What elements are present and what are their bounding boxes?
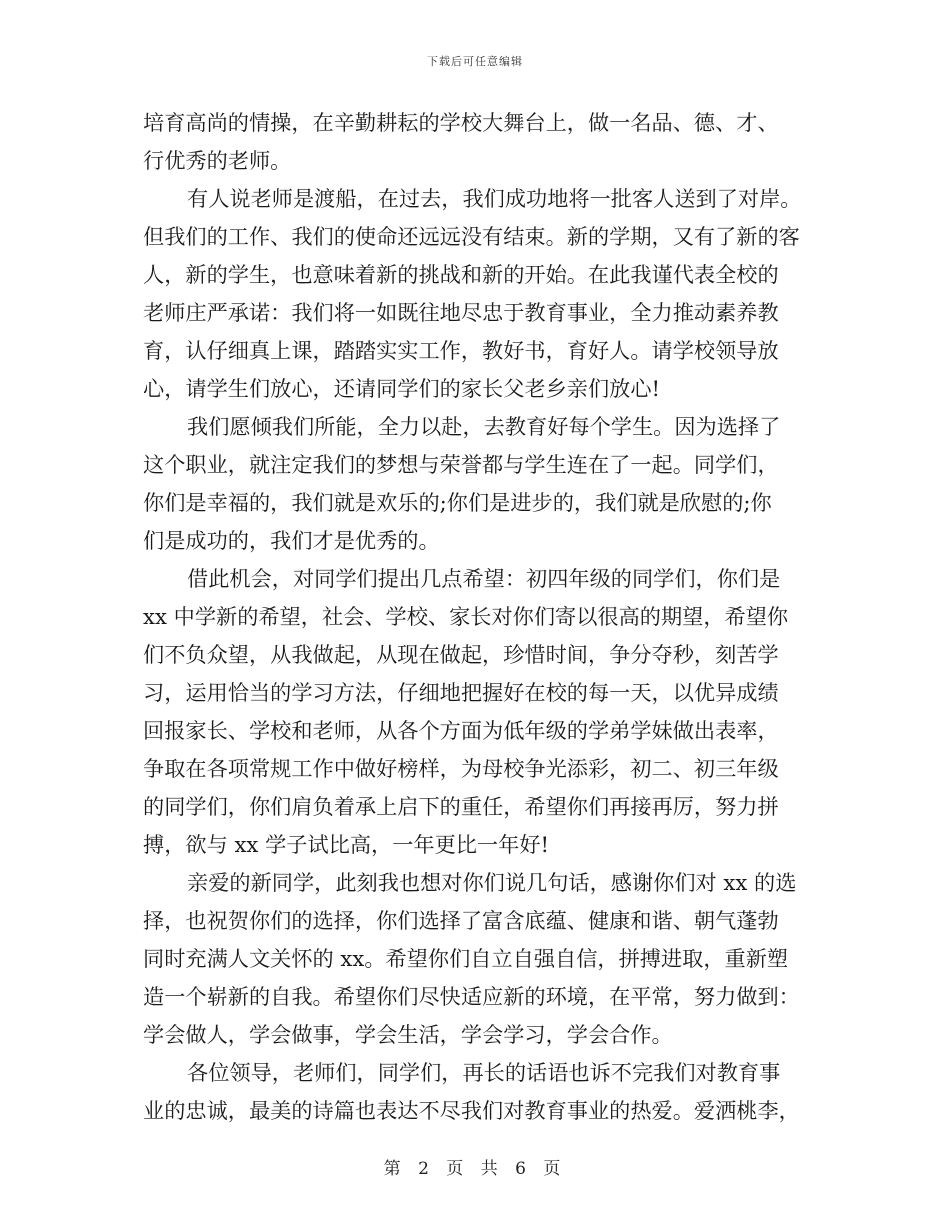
text-line: 搏，欲与 xx 学子试比高，一年更比一年好! xyxy=(143,832,550,857)
text-line: 各位领导，老师们，同学们，再长的话语也诉不完我们对教育事 xyxy=(187,1060,781,1085)
text-line: 学会做人，学会做事，学会生活，学会学习，学会合作。 xyxy=(143,1022,673,1047)
text-line: 亲爱的新同学，此刻我也想对你们说几句话，感谢你们对 xx 的选 xyxy=(187,870,797,895)
text-line: 老师庄严承诺：我们将一如既往地尽忠于教育事业，全力推动素养教 xyxy=(143,300,779,325)
text-line: 行优秀的老师。 xyxy=(143,148,292,173)
text-line: 的同学们，你们肩负着承上启下的重任，希望你们再接再厉，努力拼 xyxy=(143,794,779,819)
text-line: 有人说老师是渡船，在过去，我们成功地将一批客人送到了对岸。 xyxy=(187,186,802,211)
page-header: 下载后可任意编辑 xyxy=(427,55,523,68)
text-line: 人，新的学生，也意味着新的挑战和新的开始。在此我谨代表全校的 xyxy=(143,262,779,287)
text-line: 争取在各项常规工作中做好榜样，为母校争光添彩，初二、初三年级 xyxy=(143,756,779,781)
document-body xyxy=(143,104,813,1130)
text-line: xx 中学新的希望，社会、学校、家长对你们寄以很高的期望，希望你 xyxy=(143,604,789,629)
text-line: 我们愿倾我们所能，全力以赴，去教育好每个学生。因为选择了 xyxy=(187,414,781,439)
page-number-footer: 第 2 页 共 6 页 xyxy=(383,1159,567,1179)
text-line: 们不负众望，从我做起，从现在做起，珍惜时间，争分夺秒，刻苦学 xyxy=(143,642,779,667)
text-line: 你们是幸福的，我们就是欢乐的;你们是进步的，我们就是欣慰的;你 xyxy=(143,490,772,515)
text-line: 择，也祝贺你们的选择，你们选择了富含底蕴、健康和谐、朝气蓬勃 xyxy=(143,908,779,933)
text-line: 培育高尚的情操，在辛勤耕耘的学校大舞台上，做一名品、德、才、 xyxy=(143,110,779,135)
text-line: 们是成功的，我们才是优秀的。 xyxy=(143,528,440,553)
text-line: 育，认仔细真上课，踏踏实实工作，教好书，育好人。请学校领导放 xyxy=(143,338,779,363)
text-line: 心，请学生们放心，还请同学们的家长父老乡亲们放心! xyxy=(143,376,661,401)
text-line: 借此机会，对同学们提出几点希望：初四年级的同学们，你们是 xyxy=(187,566,781,591)
text-line: 业的忠诚，最美的诗篇也表达不尽我们对教育事业的热爱。爱洒桃李， xyxy=(143,1098,800,1123)
text-line: 但我们的工作、我们的使命还远远没有结束。新的学期，又有了新的客 xyxy=(143,224,800,249)
text-line: 习，运用恰当的学习方法，仔细地把握好在校的每一天，以优异成绩 xyxy=(143,680,779,705)
text-line: 造一个崭新的自我。希望你们尽快适应新的环境，在平常，努力做到： xyxy=(143,984,800,1009)
text-line: 回报家长、学校和老师，从各个方面为低年级的学弟学妹做出表率， xyxy=(143,718,779,743)
text-line: 同时充满人文关怀的 xx。希望你们自立自强自信，拼搏进取，重新塑 xyxy=(143,946,789,971)
text-line: 这个职业，就注定我们的梦想与荣誉都与学生连在了一起。同学们， xyxy=(143,452,779,477)
